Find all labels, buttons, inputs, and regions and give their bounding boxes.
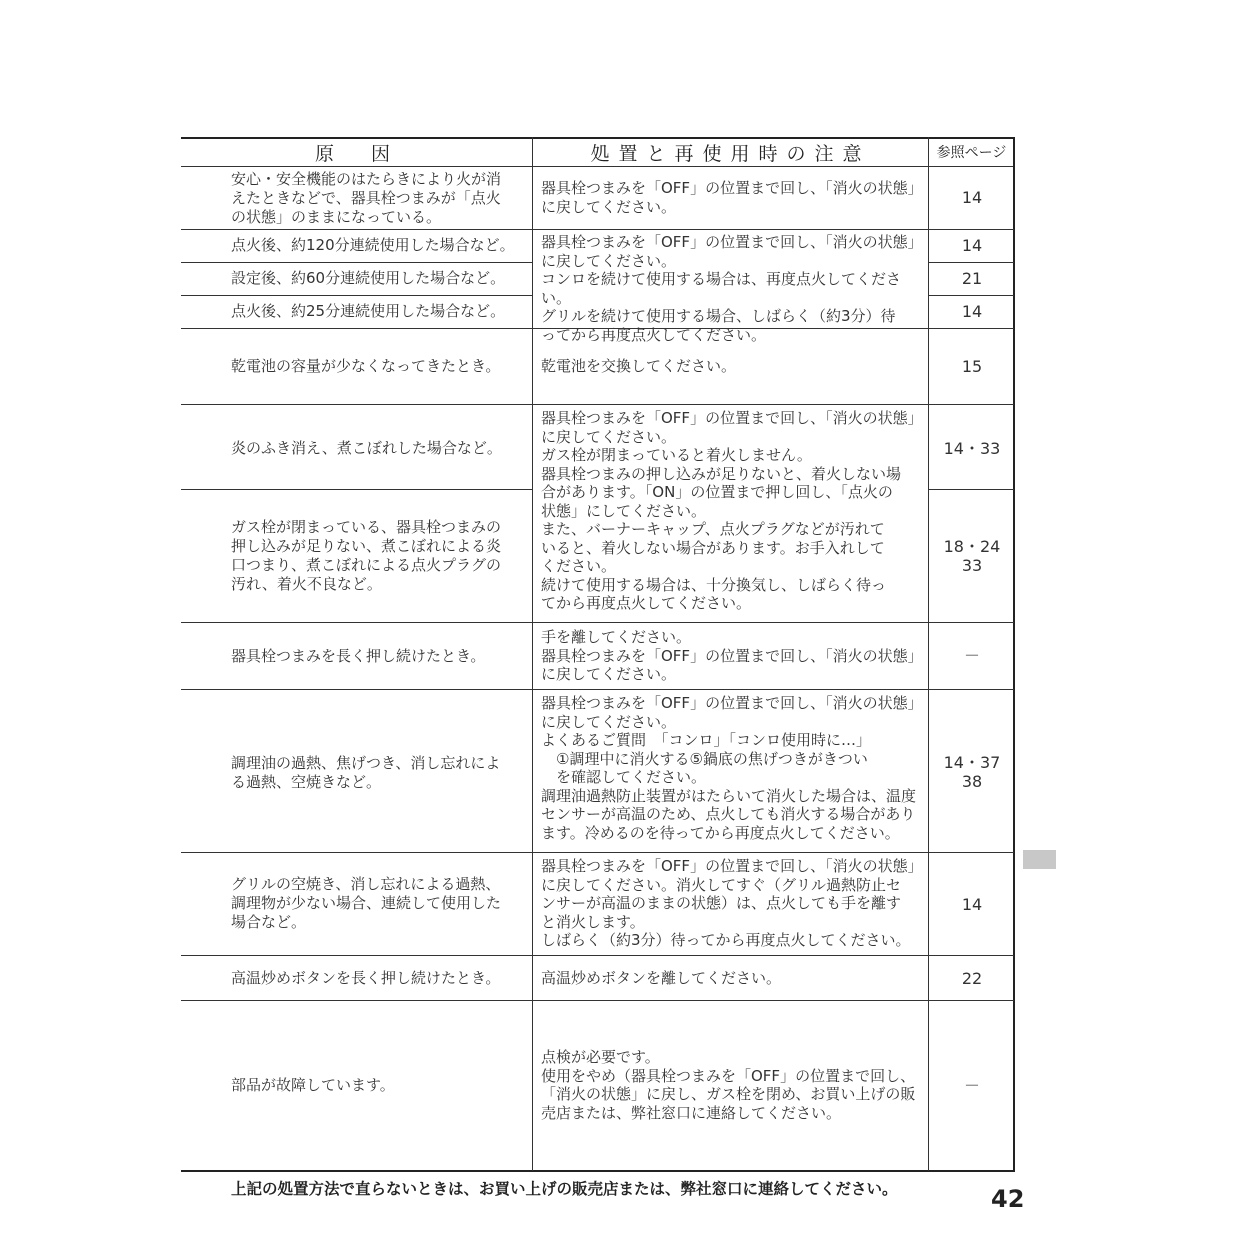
remedy-cell: 点検が必要です。 使用をやめ（器具栓つまみを「OFF」の位置まで回し、 「消火の状態」に戻し、ガス栓を閉め、お買い上げの販 売店または、弊社窓口に連絡してください。 [541,1048,916,1122]
header-bottom-border [181,166,1015,167]
cause-cell: グリルの空焼き、消し忘れによる過熱、 調理物が少ない場合、連続して使用した 場合など。 [231,875,502,931]
cause-cell: 点火後、約25分連続使用した場合など。 [231,302,506,320]
remedy-cell: 器具栓つまみを「OFF」の位置まで回し、「消火の状態」 に戻してください。 [541,179,923,216]
column-divider-1 [532,137,533,1171]
page-ref-cell: 14・37 38 [943,753,1001,791]
remedy-cell: 器具栓つまみを「OFF」の位置まで回し、「消火の状態」 に戻してください。 コンロを続けて使用する場合は、再度点火してください。 グリルを続けて使用する場合、しばらく（約3分）待 ってから再度点火してください。 [541,233,923,344]
page-ref-cell: 14 [961,236,983,255]
cause-cell: 安心・安全機能のはたらきにより火が消 えたときなどで、器具栓つまみが「点火 の状態」のままになっている。 [231,170,502,226]
remedy-cell: 器具栓つまみを「OFF」の位置まで回し、「消火の状態」 に戻してください。消火してすぐ（グリル過熱防止セ ンサーが高温のままの状態）は、点火しても手を離す と消火します。 しばらく（約3分）待ってから再度点火してください。 [541,857,923,949]
cause-cell: 炎のふき消え、煮こぼれした場合など。 [231,439,502,457]
cause-cell: 点火後、約120分連続使用した場合など。 [231,236,515,254]
page-ref-cell: 15 [961,357,983,376]
page-ref-cell: － [963,646,980,665]
cause-cell: 乾電池の容量が少なくなってきたとき。 [231,357,501,375]
page-ref-cell: 14 [961,895,983,914]
cause-cell: 部品が故障しています。 [231,1076,395,1094]
cause-cell: ガス栓が閉まっている、器具栓つまみの 押し込みが足りない、煮こぼれによる炎 口つまり、煮こぼれによる点火プラグの 汚れ、着火不良など。 [231,518,502,593]
row-divider [181,229,532,230]
table-bottom-border [181,1170,1015,1172]
row-divider [532,689,928,690]
row-divider [928,229,1014,230]
row-divider [928,955,1014,956]
row-divider [928,489,1014,490]
page-ref-cell: 18・24 33 [943,537,1001,575]
cause-cell: 高温炒めボタンを長く押し続けたとき。 [231,969,501,987]
page-ref-cell: － [963,1076,980,1095]
row-divider [928,1000,1014,1001]
row-divider [181,262,532,263]
page-ref-cell: 22 [961,969,983,988]
row-divider [928,852,1014,853]
row-divider [928,404,1014,405]
remedy-cell: 乾電池を交換してください。 [541,357,737,375]
page-ref-cell: 14・33 [943,439,1001,458]
side-index-tab [1023,850,1056,869]
row-divider [928,295,1014,296]
cause-cell: 調理油の過熱、焦げつき、消し忘れによ る過熱、空焼きなど。 [231,754,501,791]
header-cause: 原 因 [314,142,399,165]
page-ref-cell: 21 [961,269,983,288]
row-divider [928,262,1014,263]
column-divider-2 [928,137,929,1171]
page-ref-cell: 14 [961,188,983,207]
header-page-ref: 参照ページ [936,145,1007,161]
row-divider [928,689,1014,690]
row-divider [928,622,1014,623]
cause-cell: 設定後、約60分連続使用した場合など。 [231,269,506,287]
row-divider [181,328,532,329]
row-divider [181,295,532,296]
row-divider [181,852,532,853]
page-ref-cell: 14 [961,302,983,321]
row-divider [532,852,928,853]
remedy-cell: 高温炒めボタンを離してください。 [541,969,782,987]
row-divider [181,1000,532,1001]
remedy-cell: 器具栓つまみを「OFF」の位置まで回し、「消火の状態」 に戻してください。 ガス栓が閉まっていると着火しません。 器具栓つまみの押し込みが足りないと、着火しない場 合があります。「ON」の位置まで押し回し、「点火の 状態」にしてください。 また、バーナーキャップ、点火プラグなどが汚れて いると、着火しない場合があります。お手入れして ください。 続けて使用する場合は、十分換気し、しばらく待っ てから再度点火してください。 [541,409,923,612]
remedy-cell: 器具栓つまみを「OFF」の位置まで回し、「消火の状態」 に戻してください。 よくあるご質問 「コンロ」「コンロ使用時に…」 ①調理中に消火する⑤鍋底の焦げつきがきつい を確認してください。 調理油過熱防止装置がはたらいて消火した場合は、温度 センサーが高温のため、点火しても消火する場合があり ます。冷めるのを待ってから再度点火してください。 [541,694,923,842]
row-divider [181,489,532,490]
page-number: 42 [991,1185,1025,1213]
footer-note: 上記の処置方法で直らないときは、お買い上げの販売店または、弊社窓口に連絡してください。 [231,1180,898,1198]
row-divider [928,328,1014,329]
cause-cell: 器具栓つまみを長く押し続けたとき。 [231,647,486,665]
row-divider [181,955,532,956]
row-divider [532,955,928,956]
header-remedy: 処置と再使用時の注意 [590,142,871,165]
remedy-cell: 手を離してください。 器具栓つまみを「OFF」の位置まで回し、「消火の状態」 に戻してください。 [541,628,923,683]
row-divider [532,229,928,230]
row-divider [181,689,532,690]
row-divider [532,404,928,405]
row-divider [181,404,532,405]
row-divider [532,622,928,623]
row-divider [181,622,532,623]
row-divider [532,1000,928,1001]
